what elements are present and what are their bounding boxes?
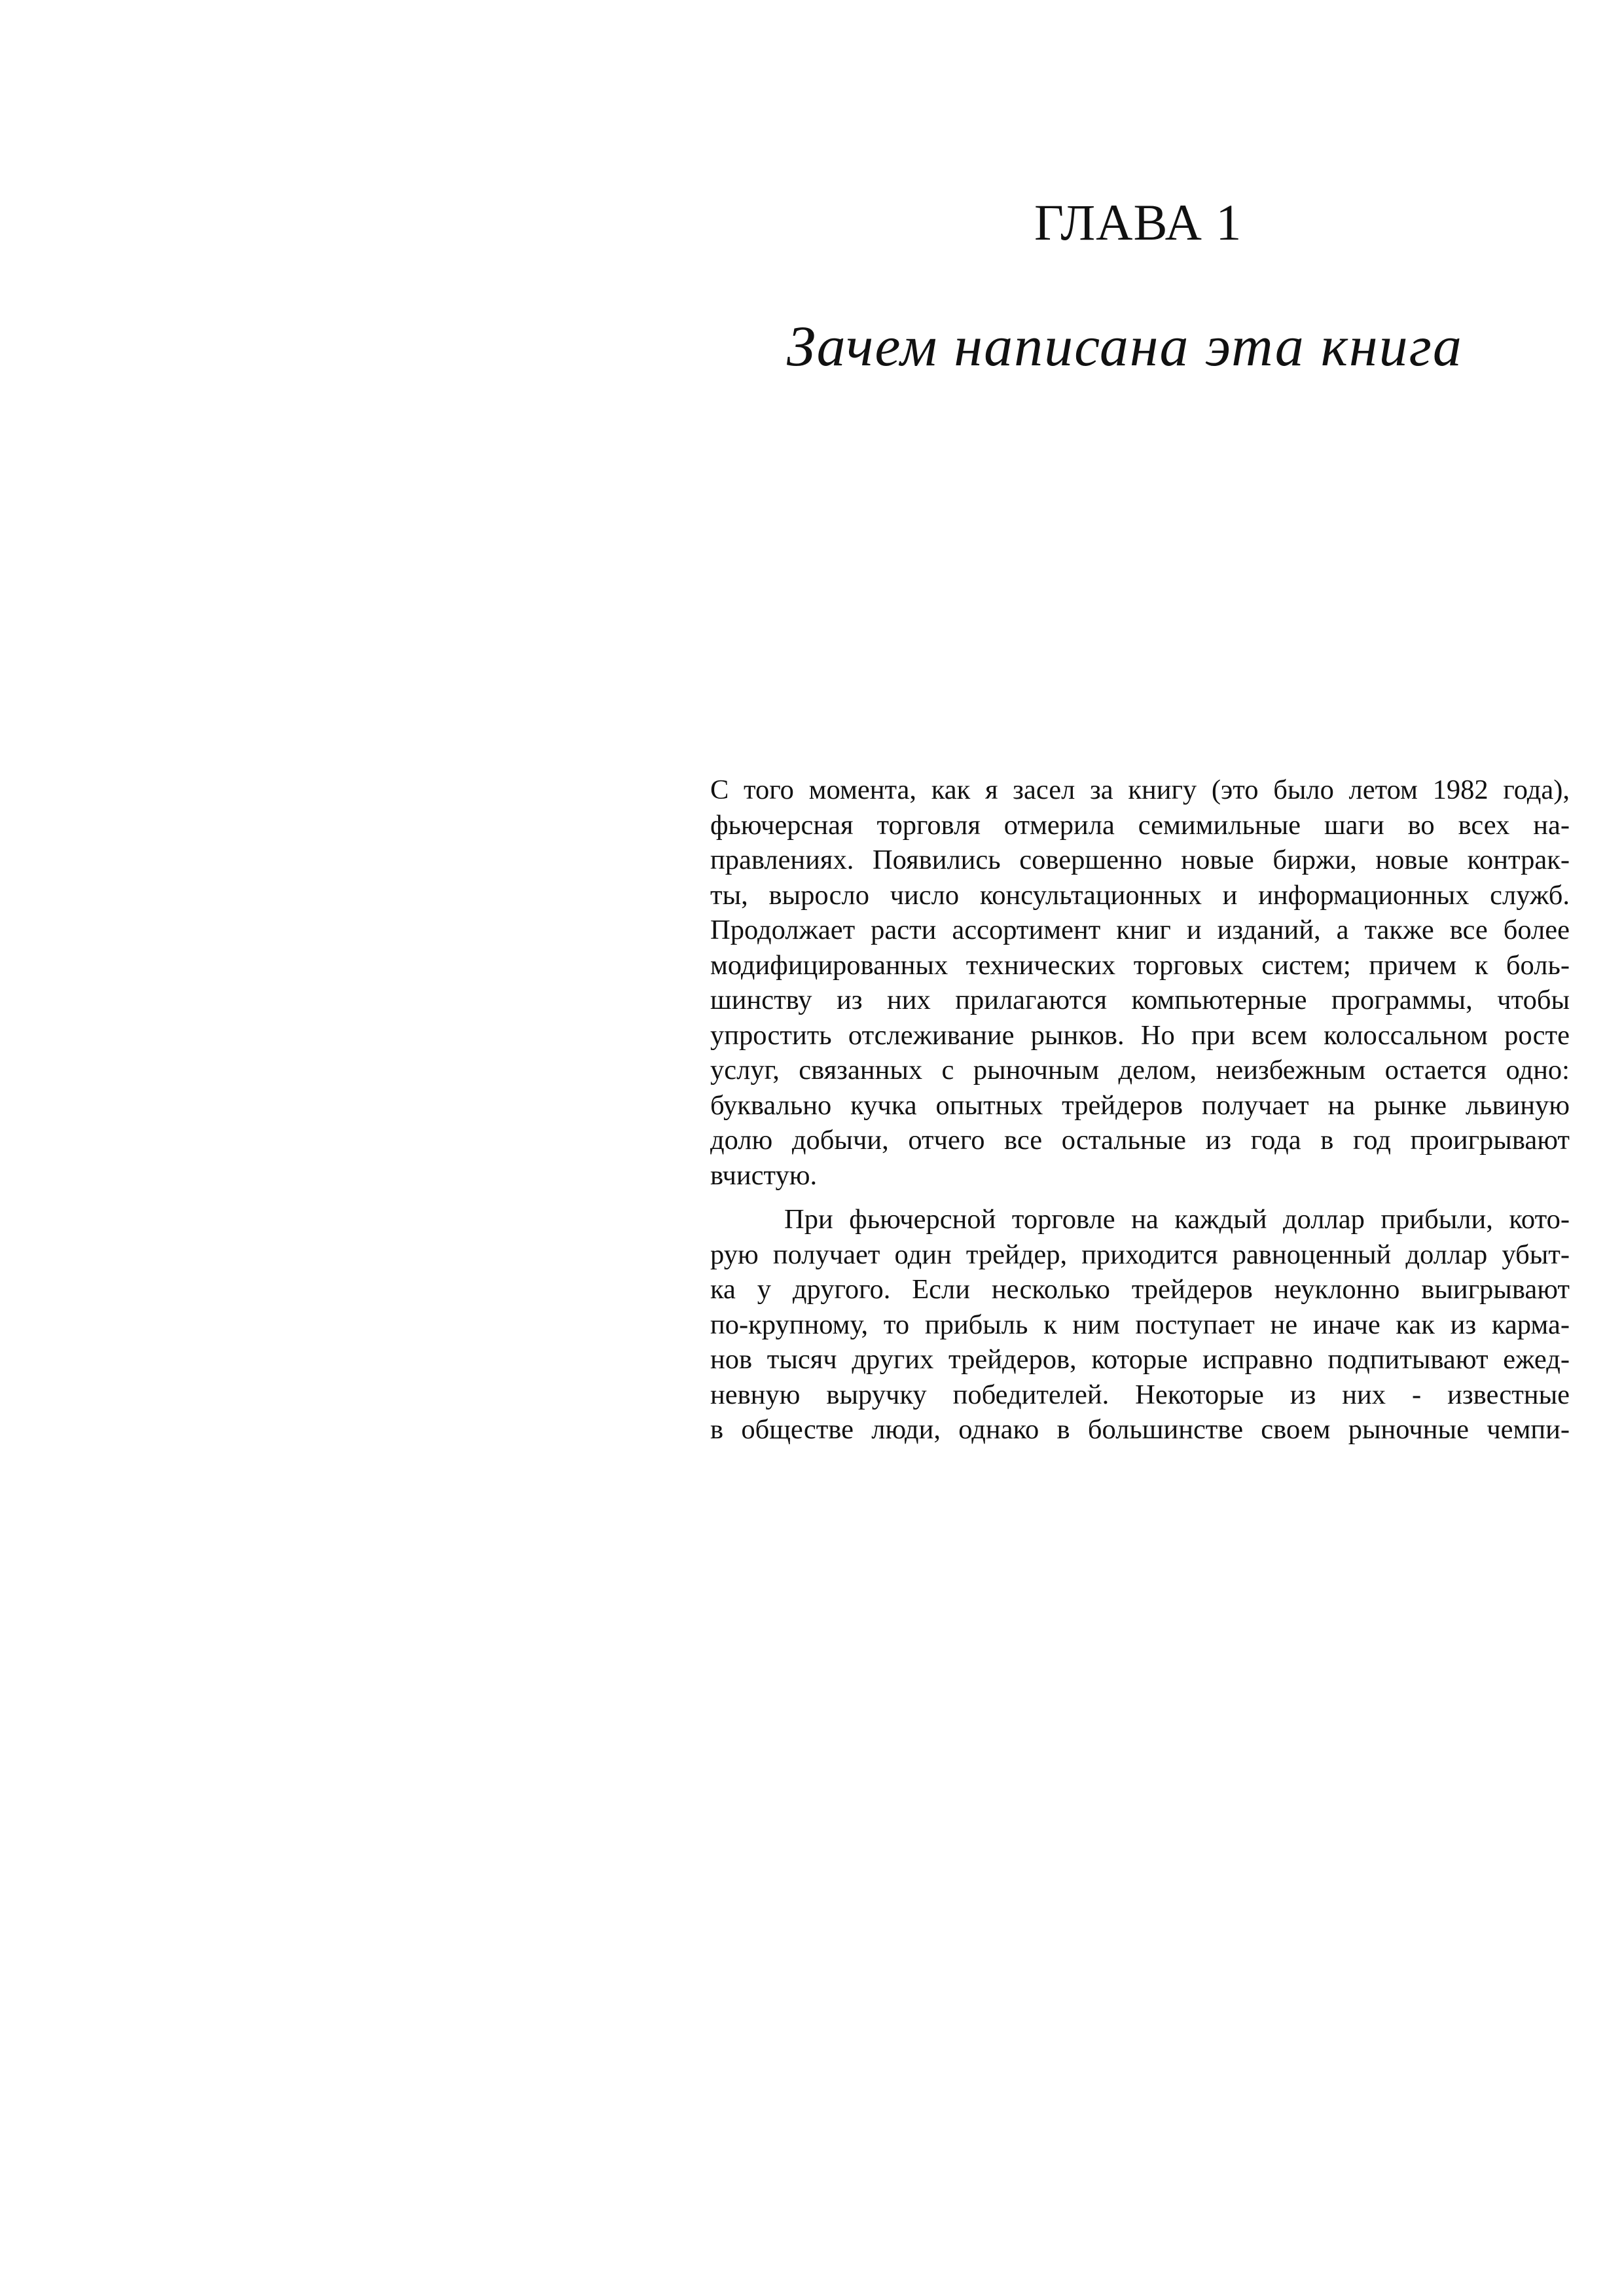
text-line: буквально кучка опытных трейдеров получает на рынке львиную	[710, 1089, 1570, 1121]
text-line: правлениях. Появились совершенно новые биржи, новые контрак-	[710, 845, 1570, 875]
text-line: рую получает один трейдер, приходится равноценный доллар убыт-	[710, 1239, 1570, 1270]
text-line: ты, выросло число консультационных и информационных служб.	[710, 879, 1570, 911]
text-line: С того момента, как я засел за книгу (это было летом 1982 года),	[710, 774, 1570, 805]
text-line: упростить отслеживание рынков. Но при всем колоссальном росте	[710, 1019, 1570, 1051]
body-text	[710, 773, 1570, 1448]
text-line: При фьючерсной торговле на каждый доллар прибыли, кото-	[784, 1204, 1570, 1235]
text-line: по-крупному, то прибыль к ним поступает не иначе как из карма-	[710, 1309, 1570, 1340]
text-line: услуг, связанных с рыночным делом, неизбежным остается одно:	[710, 1055, 1570, 1085]
chapter-label: ГЛАВА 1	[1034, 194, 1242, 251]
text-line: нов тысяч других трейдеров, которые исправно подпитывают ежед-	[710, 1344, 1570, 1375]
text-line: ка у другого. Если несколько трейдеров неуклонно выигрывают	[710, 1274, 1570, 1305]
text-line: долю добычи, отчего все остальные из года в год проигрывают	[710, 1125, 1570, 1156]
paragraph-2	[710, 1202, 1570, 1448]
chapter-title: Зачем написана эта книга	[787, 315, 1463, 378]
text-line: невную выручку победителей. Некоторые из них - известные	[710, 1379, 1570, 1410]
text-line: фьючерсная торговля отмерила семимильные шаги во всех на-	[710, 809, 1570, 841]
text-line: модифицированных технических торговых систем; причем к боль-	[710, 949, 1570, 981]
paragraph-1	[710, 773, 1570, 1193]
text-line: в обществе люди, однако в большинстве своем рыночные чемпи-	[710, 1414, 1570, 1445]
text-line: вчистую.	[710, 1159, 818, 1191]
text-line: Продолжает расти ассортимент книг и изданий, а также все более	[710, 915, 1570, 945]
text-line: шинству из них прилагаются компьютерные программы, чтобы	[710, 985, 1570, 1015]
